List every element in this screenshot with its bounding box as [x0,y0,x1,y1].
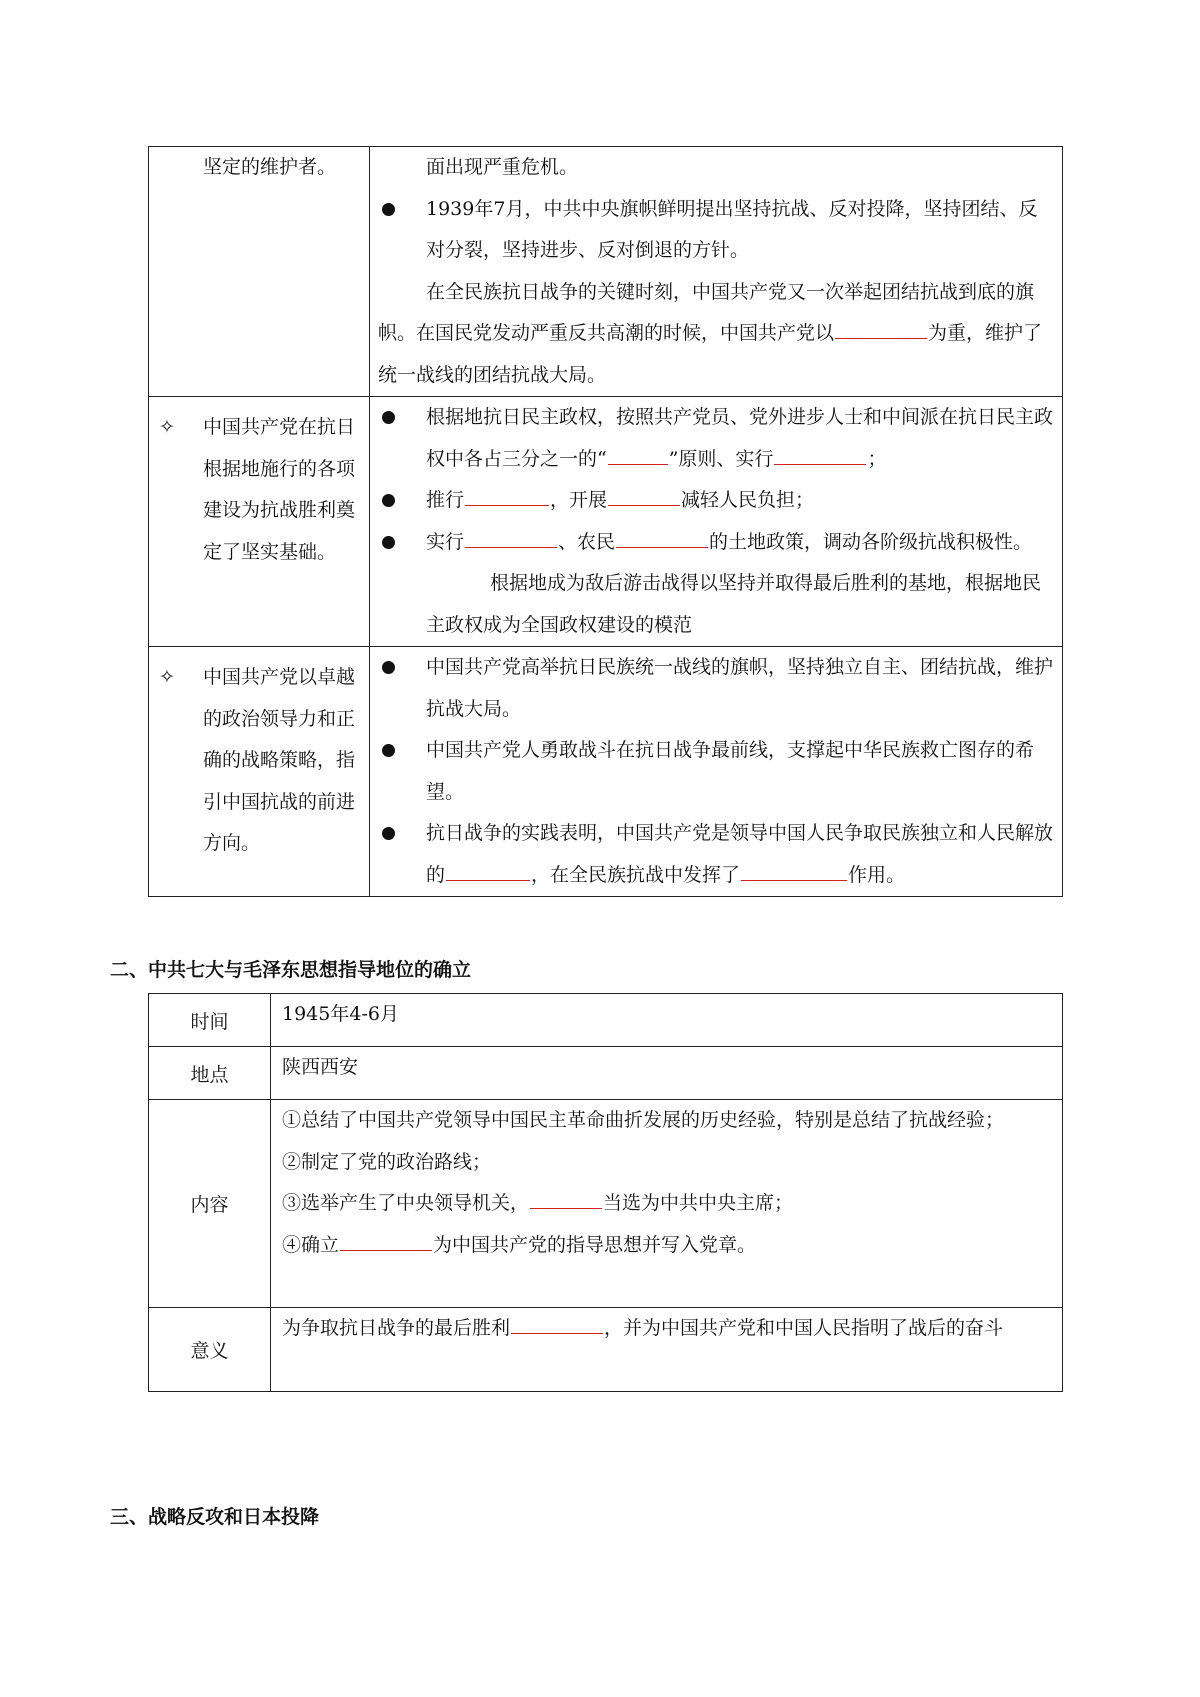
bullet-item: 中国共产党人勇敢战斗在抗日战争最前线，支撑起中华民族救亡图存的希望。 [378,730,1056,813]
fill-blank[interactable] [465,481,549,506]
bullet-dot-icon [382,203,395,216]
row-label: 意义 [149,1308,271,1392]
row-detail-cell [370,647,1063,897]
fill-blank[interactable] [446,856,530,881]
fill-blank[interactable] [608,481,680,506]
table-row [149,397,1063,647]
fill-blank[interactable] [608,440,668,465]
bullet-dot-icon [382,827,395,840]
fill-blank[interactable] [530,1184,602,1209]
meaning-cell: 为争取抗日战争的最后胜利 ，并为中国共产党和中国人民指明了战后的奋斗 [271,1308,1063,1392]
bullet-item: 推行 ，开展 减轻人民负担； [378,480,1056,522]
table-row [149,1308,1063,1392]
bullet-item: 1939年7月，中共中央旗帜鲜明提出坚持抗战、反对投降，坚持团结、反对分裂，坚持进步、反对倒退的方针。 [378,189,1056,272]
fill-blank[interactable] [774,440,866,465]
fill-blank[interactable] [340,1226,432,1251]
content-item: ③选举产生了中央领导机关， 当选为中共中央主席； [282,1183,1056,1225]
bullet-dot-icon [382,661,395,674]
table-row [149,647,1063,897]
row-topic-cell [149,147,370,397]
summary-table [148,146,1063,897]
bullet-dot-icon [382,744,395,757]
row-topic-text: 坚定的维护者。 [203,156,337,178]
bullet-dot-icon [382,494,395,507]
bullet-item: 根据地抗日民主政权，按照共产党员、党外进步人士和中间派在抗日民主政权中各占三分之一的“ ”原则、实行 ； [378,397,1056,480]
diamond-icon: ✧ [159,666,175,688]
row-topic-cell [149,397,370,647]
row-detail-cell [370,147,1063,397]
table-row [149,1047,1063,1100]
fill-blank[interactable] [511,1309,603,1334]
row-label: 内容 [149,1100,271,1308]
row-topic-text: 中国共产党在抗日根据地施行的各项建设为抗战胜利奠定了坚实基础。 [203,416,356,563]
paragraph: 在全民族抗日战争的关键时刻，中国共产党又一次举起团结抗战到底的旗帜。在国民党发动严重反共高潮的时候，中国共产党以 为重，维护了统一战线的团结抗战大局。 [378,280,1043,386]
table-row [149,994,1063,1047]
congress-table [148,993,1063,1392]
diamond-icon: ✧ [159,416,175,438]
row-detail-cell [370,397,1063,647]
row-topic-text: 中国共产党以卓越的政治领导力和正确的战略策略，指引中国抗战的前进方向。 [203,666,356,854]
bullet-item: 中国共产党高举抗日民族统一战线的旗帜，坚持独立自主、团结抗战，维护抗战大局。 [378,647,1056,730]
fill-blank[interactable] [616,523,708,548]
place-value: 陕西西安 [271,1047,1063,1100]
content-item: ①总结了中国共产党领导中国民主革命曲折发展的历史经验，特别是总结了抗战经验； [282,1109,1005,1131]
row-label: 地点 [149,1047,271,1100]
bullet-item: 抗日战争的实践表明，中国共产党是领导中国人民争取民族独立和人民解放的 ，在全民族抗战中发挥了 作用。 [378,813,1056,896]
fill-blank[interactable] [741,856,847,881]
fill-blank[interactable] [835,314,927,339]
content-item: ②制定了党的政治路线； [282,1150,492,1173]
continued-line: 面出现严重危机。 [426,156,579,178]
table-row [149,147,1063,397]
bullet-dot-icon [382,536,395,549]
section-heading: 二、中共七大与毛泽东思想指导地位的确立 [110,959,472,981]
time-value: 1945年4-6月 [271,994,1063,1047]
content-item: ④确立 为中国共产党的指导思想并写入党章。 [282,1225,1056,1267]
bullet-dot-icon [382,411,395,424]
section-heading: 三、战略反攻和日本投降 [110,1506,320,1528]
fill-blank[interactable] [465,523,557,548]
row-label: 时间 [149,994,271,1047]
row-topic-cell [149,647,370,897]
bullet-item: 实行 、农民 的土地政策，调动各阶级抗战积极性。根据地成为敌后游击战得以坚持并取得最后胜利的基地，根据地民主政权成为全国政权建设的模范 [378,522,1056,647]
content-cell [271,1100,1063,1308]
table-row [149,1100,1063,1308]
